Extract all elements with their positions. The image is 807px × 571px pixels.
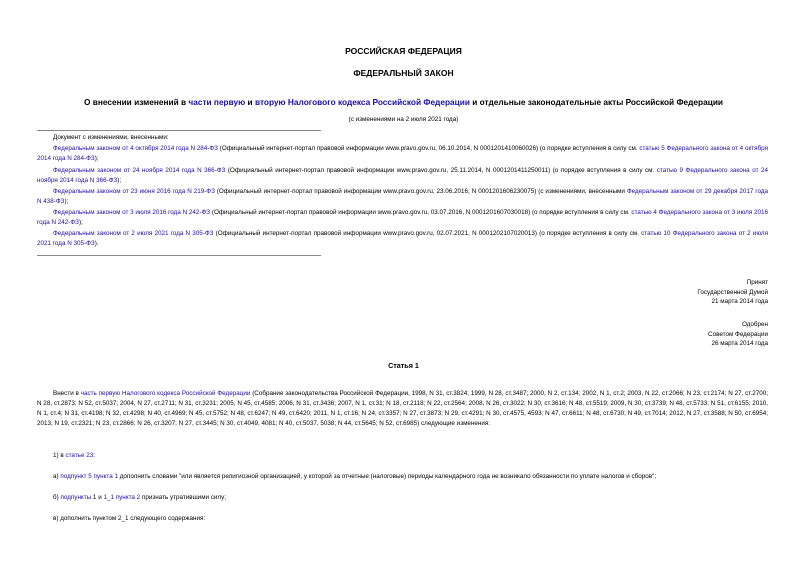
- item-a-text: дополнить словами "или является религиозной организацией, у которой за отчетные (налоговые) периоды календарного года не возникало обязанности по уплате налогов и сборов";: [117, 473, 657, 480]
- item-b-text-2: признать утратившими силу;: [140, 494, 227, 501]
- change-item: [37, 187, 768, 207]
- subject-link-part-one[interactable]: части первую: [188, 97, 246, 107]
- change-article-link[interactable]: статью 5 Федерального закона от 4 октября 2014 года N 284-ФЗ: [37, 145, 769, 162]
- change-tail: );: [78, 219, 83, 226]
- change-law-link[interactable]: Федеральным законом от 3 июля 2016 года N 242-ФЗ: [53, 209, 211, 216]
- subject-link-part-two[interactable]: вторую Налогового кодекса Российской Федерации: [254, 97, 470, 107]
- change-law-link[interactable]: Федеральным законом от 4 октября 2014 года N 284-ФЗ: [53, 145, 218, 152]
- body-text-1: Внести в: [53, 390, 81, 397]
- change-text: (Официальный интернет-портал правовой информации www.pravo.gov.ru, 02.07.2021, N 0001202107020013) (о порядке вступления в силу см.: [213, 230, 642, 237]
- changes-intro: Документ с изменениями, внесенными:: [53, 134, 169, 141]
- change-tail: );: [117, 177, 122, 184]
- article-title: Статья 1: [388, 361, 419, 370]
- item-a: [53, 472, 656, 482]
- subpoint-5-link[interactable]: подпункт 5 пункта 1: [60, 473, 118, 480]
- federation-heading: РОССИЙСКАЯ ФЕДЕРАЦИЯ: [345, 46, 462, 56]
- subject-text-3: и отдельные законодательные акты Российской Федерации: [469, 97, 724, 107]
- item-1: [53, 451, 95, 461]
- item-a-prefix: а): [53, 473, 61, 480]
- change-law-link[interactable]: Федеральным законом от 23 июня 2016 года N 219-ФЗ: [53, 188, 215, 195]
- change-law-link[interactable]: Федеральным законом от 24 ноября 2014 года N 366-ФЗ: [53, 167, 226, 174]
- approved-block: [708, 320, 768, 349]
- change-text: (Официальный интернет-портал правовой информации www.pravo.gov.ru, 23.06.2016, N 0001201606230075) (с изменениями, внесенными: [214, 188, 627, 195]
- change-item: [37, 144, 768, 164]
- change-text: (Официальный интернет-портал правовой информации www.pravo.gov.ru, 06.10.2014, N 0001201410060026) (о порядке вступления в силу см.: [217, 145, 640, 152]
- approved-label: Одобрен: [741, 321, 768, 328]
- subject-text-2: и: [245, 97, 255, 107]
- change-article-link[interactable]: статью 10 Федерального закона от 2 июля 2021 года N 305-ФЗ: [37, 230, 768, 247]
- change-text: (Официальный интернет-портал правовой информации www.pravo.gov.ru, 25.11.2014, N 0001201411250011) (о порядке вступления в силу см.: [225, 167, 657, 174]
- change-article-link[interactable]: статью 4 Федерального закона от 3 июля 2016 года N 242-ФЗ: [37, 209, 769, 226]
- change-tail: ).: [94, 240, 99, 247]
- adopted-body: Государственной Думой: [697, 288, 768, 296]
- approved-body: Советом Федерации: [708, 330, 768, 338]
- change-law-link[interactable]: Федеральным законом от 2 июля 2021 года N 305-ФЗ: [53, 230, 214, 237]
- subpoint-1-1-link[interactable]: 1_1 пункта 2: [103, 494, 141, 501]
- change-item: [37, 229, 768, 249]
- approved-date: 26 марта 2014 года: [711, 340, 768, 347]
- article-body-intro: [37, 389, 768, 429]
- adopted-label: Принят: [746, 279, 768, 286]
- change-item: [37, 208, 768, 228]
- change-tail: );: [64, 198, 69, 205]
- adopted-block: [697, 278, 768, 307]
- subpoints-link[interactable]: подпункты: [60, 494, 92, 501]
- item-b-text-1: 1 и: [91, 494, 104, 501]
- change-article-link[interactable]: Федеральным законом от 29 декабря 2017 года N 438-ФЗ: [37, 188, 768, 205]
- tax-code-part-one-link[interactable]: часть первую Налогового кодекса Российской Федерации: [80, 390, 251, 397]
- change-tail: );: [94, 155, 99, 162]
- item-1-tail: :: [93, 452, 95, 459]
- article-23-link[interactable]: статье 23: [65, 452, 94, 459]
- item-b: [53, 493, 226, 503]
- item-v: в) дополнить пунктом 2_1 следующего содержания:: [53, 515, 206, 522]
- adopted-date: 21 марта 2014 года: [711, 298, 768, 305]
- change-item: [37, 166, 768, 186]
- subject-text-1: О внесении изменений в: [83, 97, 189, 107]
- law-subject-title: [0, 97, 807, 107]
- divider-top: [37, 130, 321, 131]
- body-text-2: (Собрание законодательства Российской Федерации, 1998, N 31, ст.3824; 1999, N 28, ст.3487; 2000, N 2, ст.134; 2002, N 1, ст.2; 2003, N 22, ст.2066; N 23, ст.2174; N 27, ст.2700; N 28, ст.2873; N 52, ст.5037; 2004, N 27, ст.2711; N 31, ст.3231; 2005, N 45, ст.4585; 2006, N 31, ст.3436; 2007, N 1, ст.31; N 18, ст.2118; N 22, ст.2564; 2008, N 26, ст.3022; N 30, ст.3616; N 48, ст.5519; 2009, N 30, ст.3739; N 48, ст.5733; N 51, ст.6155; 2010, N 1, ст.4; N 31, ст.4198; N 32, ст.4298; N 40, ст.4969; N 45, ст.5752; N 48, ст.6247; N 49, ст.6420; 2011, N 1, ст.16; N 24, ст.3357; N 27, ст.3873; N 29, ст.4291; N 30, ст.4575, 4593; N 47, ст.6611; N 48, ст.6730; N 49, ст.7014; 2012, N 27, ст.3588; N 50, ст.6954; 2013, N 19, ст.2321; N 23, ст.2866; N 26, ст.3207; N 27, ст.3445; N 30, ст.4049, 4081; N 40, ст.5037, 5038; N 44, ст.5645; N 52, ст.6985) следующие изменения:: [37, 390, 768, 427]
- change-text: (Официальный интернет-портал правовой информации www.pravo.gov.ru, 03.07.2016, N 0001201607030018) (о порядке вступления в силу см.: [210, 209, 632, 216]
- change-article-link[interactable]: статью 9 Федерального закона от 24 ноября 2014 года N 366-ФЗ: [37, 167, 768, 184]
- divider-bottom: [37, 255, 321, 256]
- law-type-heading: ФЕДЕРАЛЬНЫЙ ЗАКОН: [353, 68, 454, 78]
- edition-note: (с изменениями на 2 июля 2021 года): [348, 116, 459, 123]
- item-b-prefix: б): [53, 494, 61, 501]
- item-1-text: 1) в: [53, 452, 66, 459]
